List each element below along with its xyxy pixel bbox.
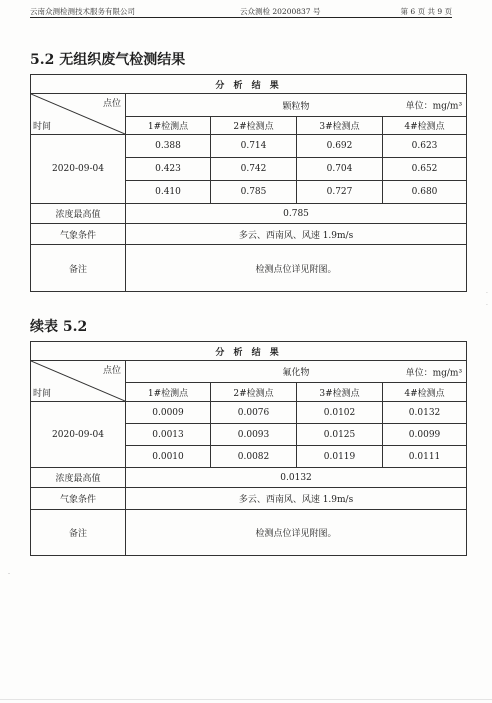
- value-cell: 0.680: [383, 181, 467, 204]
- pollutant-header: [126, 94, 467, 117]
- company-name: 云南众测检测技术服务有限公司: [30, 7, 135, 16]
- section-title: 5.2 无组织废气检测结果: [30, 52, 186, 68]
- value-cell: 0.0119: [297, 446, 383, 468]
- point-header: 1#检测点: [126, 383, 211, 402]
- scan-edge-line: [0, 699, 492, 700]
- point-header: 1#检测点: [126, 117, 211, 135]
- note-value: 检测点位详见附图。: [126, 245, 467, 292]
- value-cell: 0.623: [383, 135, 467, 158]
- note-value: 检测点位详见附图。: [126, 510, 467, 556]
- point-header: 3#检测点: [297, 117, 383, 135]
- point-header: 2#检测点: [211, 383, 297, 402]
- point-header: 2#检测点: [211, 117, 297, 135]
- note-label: 备注: [31, 510, 126, 556]
- header-rule: [30, 17, 452, 18]
- value-cell: 0.410: [126, 181, 211, 204]
- max-label: 浓度最高值: [31, 204, 126, 224]
- table-caption: 分 析 结 果: [31, 75, 467, 94]
- value-cell: 0.692: [297, 135, 383, 158]
- corner-label-time: 时间: [33, 389, 52, 399]
- value-cell: 0.0132: [383, 402, 467, 424]
- note-label: 备注: [31, 245, 126, 292]
- value-cell: 0.727: [297, 181, 383, 204]
- value-cell: 0.0082: [211, 446, 297, 468]
- continued-section-title: 续表 5.2: [30, 319, 88, 335]
- value-cell: 0.785: [211, 181, 297, 204]
- value-cell: 0.0111: [383, 446, 467, 468]
- value-cell: 0.0102: [297, 402, 383, 424]
- value-cell: 0.388: [126, 135, 211, 158]
- value-cell: 0.0010: [126, 446, 211, 468]
- report-number: 云众测检 20200837 号: [240, 7, 321, 16]
- weather-label: 气象条件: [31, 224, 126, 245]
- corner-label-point: 点位: [102, 99, 121, 109]
- pollutant-name: 氟化物: [282, 368, 310, 378]
- point-header: 3#检测点: [297, 383, 383, 402]
- page-number: 第 6 页 共 9 页: [400, 7, 452, 16]
- weather-value: 多云、西南风、风速 1.9m/s: [126, 224, 467, 245]
- date-cell: 2020-09-04: [31, 135, 126, 204]
- weather-value: 多云、西南风、风速 1.9m/s: [126, 488, 467, 510]
- value-cell: 0.714: [211, 135, 297, 158]
- corner-cell: [31, 94, 126, 135]
- value-cell: 0.742: [211, 158, 297, 181]
- table-caption: 分 析 结 果: [31, 342, 467, 361]
- scan-speck: ·: [486, 302, 488, 309]
- results-table-fluoride: [30, 341, 467, 556]
- date-cell: 2020-09-04: [31, 402, 126, 468]
- value-cell: 0.0076: [211, 402, 297, 424]
- value-cell: 0.0009: [126, 402, 211, 424]
- unit-label: 单位：mg/m³: [405, 101, 463, 112]
- max-value: 0.0132: [126, 468, 467, 488]
- weather-label: 气象条件: [31, 488, 126, 510]
- scan-speck: ·: [486, 290, 488, 297]
- value-cell: 0.423: [126, 158, 211, 181]
- point-header: 4#检测点: [383, 117, 467, 135]
- value-cell: 0.0013: [126, 424, 211, 446]
- max-label: 浓度最高值: [31, 468, 126, 488]
- corner-label-time: 时间: [33, 122, 52, 132]
- value-cell: 0.0093: [211, 424, 297, 446]
- max-value: 0.785: [126, 204, 467, 224]
- scan-speck: -: [8, 570, 11, 577]
- value-cell: 0.0099: [383, 424, 467, 446]
- unit-label: 单位：mg/m³: [405, 368, 463, 378]
- point-header: 4#检测点: [383, 383, 467, 402]
- corner-label-point: 点位: [102, 366, 121, 376]
- value-cell: 0.0125: [297, 424, 383, 446]
- pollutant-header: [126, 361, 467, 383]
- results-table-particulate: [30, 74, 467, 292]
- value-cell: 0.652: [383, 158, 467, 181]
- value-cell: 0.704: [297, 158, 383, 181]
- corner-cell: [31, 361, 126, 402]
- pollutant-name: 颗粒物: [282, 101, 310, 112]
